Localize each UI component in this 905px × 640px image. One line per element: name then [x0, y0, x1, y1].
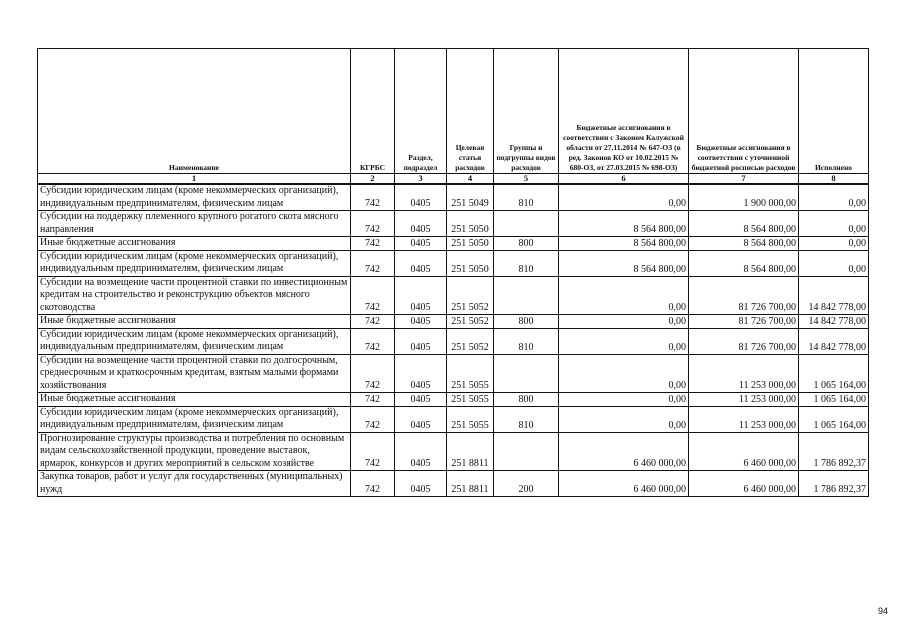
row-group: 810 — [494, 184, 559, 211]
column-number: 5 — [494, 174, 559, 185]
row-article: 251 8811 — [447, 471, 494, 497]
row-article: 251 5049 — [447, 184, 494, 211]
row-article: 251 8811 — [447, 432, 494, 471]
row-name: Субсидии юридическим лицам (кроме некоммерческих организаций), индивидуальным предпринимателям, физическим лицам — [38, 406, 351, 432]
header-group: Группы и подгруппы видов расходов — [494, 49, 559, 174]
row-article: 251 5050 — [447, 250, 494, 276]
row-executed: 1 065 164,00 — [799, 354, 869, 393]
row-roster-allocation: 8 564 800,00 — [689, 237, 799, 251]
header-law-allocation: Бюджетные ассигнования в соответствии с Законом Калужской области от 27.11.2014 № 647-ОЗ (в ред. Законов КО от 10.02.2015 № 680-ОЗ, от 27.03.2015 № 698-ОЗ) — [559, 49, 689, 174]
row-group: 800 — [494, 315, 559, 329]
row-executed: 0,00 — [799, 237, 869, 251]
row-roster-allocation: 6 460 000,00 — [689, 471, 799, 497]
row-roster-allocation: 11 253 000,00 — [689, 406, 799, 432]
row-kgrbs: 742 — [351, 237, 395, 251]
table-row — [38, 328, 869, 354]
row-name: Прогнозирование структуры производства и потребления по основным видам сельскохозяйственной продукции, проведение выставок, ярмарок, конкурсов и других мероприятий в сельском хозяйстве — [38, 432, 351, 471]
header-row — [38, 49, 869, 174]
table-row — [38, 250, 869, 276]
row-roster-allocation: 81 726 700,00 — [689, 328, 799, 354]
row-law-allocation: 0,00 — [559, 406, 689, 432]
row-executed: 14 842 778,00 — [799, 315, 869, 329]
column-number: 1 — [38, 174, 351, 185]
row-article: 251 5050 — [447, 211, 494, 237]
row-section: 0405 — [395, 184, 447, 211]
row-kgrbs: 742 — [351, 393, 395, 407]
page-number: 94 — [878, 606, 889, 616]
row-roster-allocation: 6 460 000,00 — [689, 432, 799, 471]
row-section: 0405 — [395, 471, 447, 497]
header-name: Наименование — [38, 49, 351, 174]
row-group: 810 — [494, 250, 559, 276]
column-number: 4 — [447, 174, 494, 185]
row-law-allocation: 0,00 — [559, 276, 689, 315]
column-number: 7 — [689, 174, 799, 185]
column-number: 2 — [351, 174, 395, 185]
row-roster-allocation: 11 253 000,00 — [689, 393, 799, 407]
header-roster-allocation: Бюджетные ассигнования в соответствии с уточненной бюджетной росписью расходов — [689, 49, 799, 174]
row-article: 251 5050 — [447, 237, 494, 251]
row-section: 0405 — [395, 315, 447, 329]
row-law-allocation: 8 564 800,00 — [559, 250, 689, 276]
row-kgrbs: 742 — [351, 328, 395, 354]
row-section: 0405 — [395, 250, 447, 276]
row-law-allocation: 8 564 800,00 — [559, 211, 689, 237]
row-name: Иные бюджетные ассигнования — [38, 237, 351, 251]
row-section: 0405 — [395, 393, 447, 407]
row-article: 251 5055 — [447, 354, 494, 393]
budget-table — [37, 48, 869, 497]
row-law-allocation: 8 564 800,00 — [559, 237, 689, 251]
row-name: Субсидии на поддержку племенного крупного рогатого скота мясного направления — [38, 211, 351, 237]
row-executed: 14 842 778,00 — [799, 328, 869, 354]
row-roster-allocation: 11 253 000,00 — [689, 354, 799, 393]
row-section: 0405 — [395, 354, 447, 393]
row-roster-allocation: 8 564 800,00 — [689, 211, 799, 237]
row-executed: 1 786 892,37 — [799, 432, 869, 471]
column-number: 6 — [559, 174, 689, 185]
row-group: 800 — [494, 237, 559, 251]
table-row — [38, 184, 869, 211]
row-group — [494, 211, 559, 237]
row-section: 0405 — [395, 406, 447, 432]
row-section: 0405 — [395, 432, 447, 471]
column-number-row — [38, 174, 869, 185]
row-group — [494, 276, 559, 315]
header-executed: Исполнено — [799, 49, 869, 174]
row-executed: 0,00 — [799, 184, 869, 211]
row-roster-allocation: 81 726 700,00 — [689, 315, 799, 329]
row-article: 251 5052 — [447, 328, 494, 354]
row-kgrbs: 742 — [351, 354, 395, 393]
row-kgrbs: 742 — [351, 432, 395, 471]
row-group — [494, 354, 559, 393]
row-law-allocation: 0,00 — [559, 328, 689, 354]
row-kgrbs: 742 — [351, 315, 395, 329]
table-row — [38, 315, 869, 329]
table-row — [38, 354, 869, 393]
table-row — [38, 471, 869, 497]
row-name: Субсидии на возмещение части процентной ставки по инвестиционным кредитам на строительство и реконструкцию объектов мясного скотоводства — [38, 276, 351, 315]
row-law-allocation: 0,00 — [559, 315, 689, 329]
row-kgrbs: 742 — [351, 184, 395, 211]
row-group — [494, 432, 559, 471]
row-kgrbs: 742 — [351, 250, 395, 276]
row-executed: 0,00 — [799, 211, 869, 237]
row-law-allocation: 0,00 — [559, 354, 689, 393]
table-row — [38, 406, 869, 432]
row-section: 0405 — [395, 211, 447, 237]
row-article: 251 5052 — [447, 276, 494, 315]
row-article: 251 5055 — [447, 406, 494, 432]
row-section: 0405 — [395, 328, 447, 354]
table-row — [38, 211, 869, 237]
row-name: Субсидии на возмещение части процентной ставки по долгосрочным, среднесрочным и краткосрочным кредитам, взятым малыми формами хозяйствования — [38, 354, 351, 393]
row-name: Иные бюджетные ассигнования — [38, 315, 351, 329]
row-group: 200 — [494, 471, 559, 497]
row-executed: 0,00 — [799, 250, 869, 276]
header-section: Раздел, подраздел — [395, 49, 447, 174]
table-row — [38, 432, 869, 471]
row-kgrbs: 742 — [351, 211, 395, 237]
row-name: Закупка товаров, работ и услуг для государственных (муниципальных) нужд — [38, 471, 351, 497]
row-roster-allocation: 81 726 700,00 — [689, 276, 799, 315]
row-name: Иные бюджетные ассигнования — [38, 393, 351, 407]
row-roster-allocation: 8 564 800,00 — [689, 250, 799, 276]
row-name: Субсидии юридическим лицам (кроме некоммерческих организаций), индивидуальным предпринимателям, физическим лицам — [38, 184, 351, 211]
table-body — [38, 184, 869, 497]
row-kgrbs: 742 — [351, 471, 395, 497]
table-row — [38, 276, 869, 315]
row-executed: 1 786 892,37 — [799, 471, 869, 497]
column-number: 8 — [799, 174, 869, 185]
row-article: 251 5052 — [447, 315, 494, 329]
row-article: 251 5055 — [447, 393, 494, 407]
row-group: 800 — [494, 393, 559, 407]
row-executed: 1 065 164,00 — [799, 406, 869, 432]
row-law-allocation: 6 460 000,00 — [559, 432, 689, 471]
row-section: 0405 — [395, 276, 447, 315]
row-executed: 14 842 778,00 — [799, 276, 869, 315]
column-number: 3 — [395, 174, 447, 185]
row-law-allocation: 0,00 — [559, 184, 689, 211]
row-group: 810 — [494, 328, 559, 354]
row-kgrbs: 742 — [351, 276, 395, 315]
row-roster-allocation: 1 900 000,00 — [689, 184, 799, 211]
row-name: Субсидии юридическим лицам (кроме некоммерческих организаций), индивидуальным предпринимателям, физическим лицам — [38, 250, 351, 276]
row-law-allocation: 6 460 000,00 — [559, 471, 689, 497]
row-executed: 1 065 164,00 — [799, 393, 869, 407]
row-section: 0405 — [395, 237, 447, 251]
header-kgrbs: КГРБС — [351, 49, 395, 174]
row-group: 810 — [494, 406, 559, 432]
table-row — [38, 237, 869, 251]
row-kgrbs: 742 — [351, 406, 395, 432]
table-row — [38, 393, 869, 407]
header-article: Целевая статья расходов — [447, 49, 494, 174]
row-name: Субсидии юридическим лицам (кроме некоммерческих организаций), индивидуальным предпринимателям, физическим лицам — [38, 328, 351, 354]
row-law-allocation: 0,00 — [559, 393, 689, 407]
